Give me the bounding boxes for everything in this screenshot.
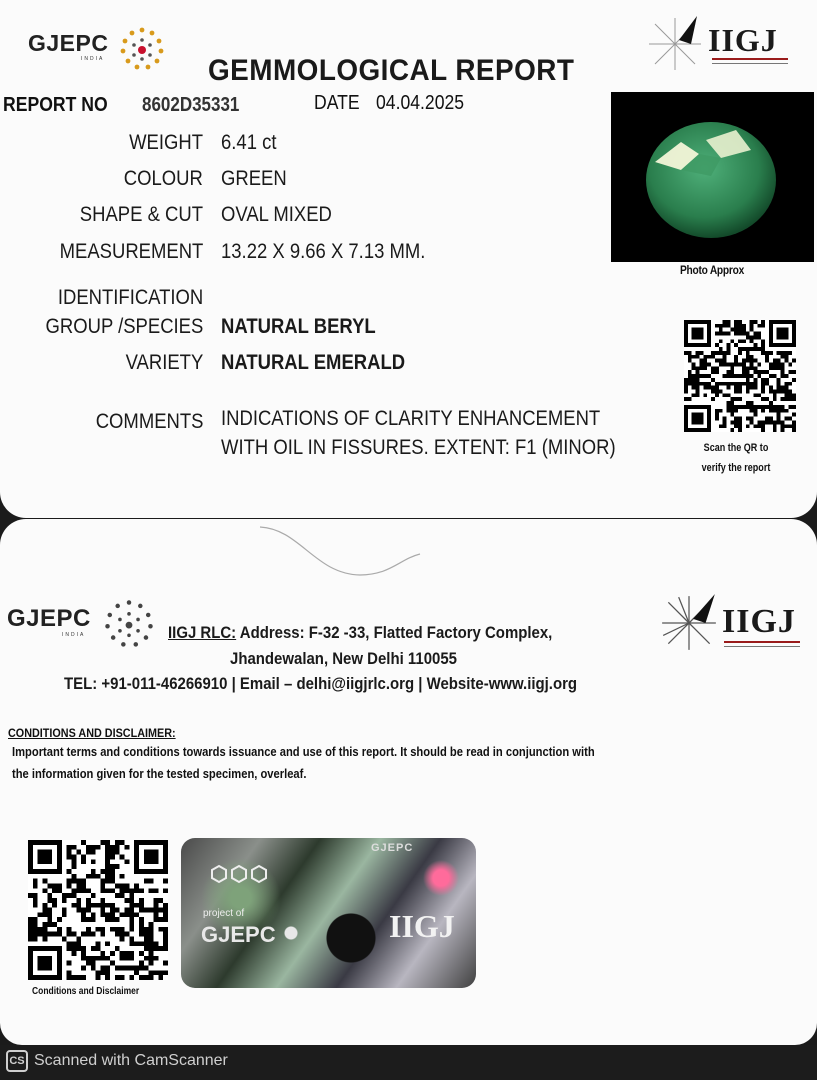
shape-cut-label: SHAPE & CUT — [79, 203, 203, 226]
verify-qr-code[interactable] — [684, 320, 796, 432]
shape-cut-value: OVAL MIXED — [221, 203, 332, 226]
group-species-label: GROUP /SPECIES — [45, 315, 203, 338]
card-fold-line — [0, 519, 817, 589]
gjepc-starburst-icon-back — [103, 598, 155, 650]
address-text: Address: F-32 -33, Flatted Factory Complex, — [239, 623, 553, 642]
conditions-qr-code[interactable] — [28, 840, 168, 980]
photo-caption: Photo Approx — [680, 263, 744, 277]
gjepc-logo — [28, 30, 109, 62]
iigj-underline-back — [724, 641, 800, 643]
report-card-back — [0, 519, 817, 1045]
hologram-gjepc-top: GJEPC — [371, 842, 414, 854]
gem-photo — [611, 92, 814, 262]
iigj-underline — [712, 58, 788, 60]
emerald-image — [611, 92, 814, 262]
weight-label: WEIGHT — [129, 131, 203, 154]
iigj-sparkle-icon — [645, 14, 705, 74]
iigj-subline — [712, 63, 788, 64]
address-line-2: Jhandewalan, New Delhi 110055 — [230, 649, 458, 668]
conditions-qr-caption: Conditions and Disclaimer — [32, 986, 140, 997]
address-label: IIGJ RLC: — [168, 623, 237, 642]
conditions-heading: CONDITIONS AND DISCLAIMER: — [8, 726, 176, 740]
iigj-wordmark: IIGJ — [708, 22, 778, 58]
measurement-value: 13.22 X 9.66 X 7.13 MM. — [221, 240, 426, 263]
variety-value: NATURAL EMERALD — [221, 351, 406, 374]
address-line-1 — [168, 623, 552, 643]
report-title: GEMMOLOGICAL REPORT — [208, 54, 575, 87]
hologram-project-of: project of — [203, 908, 245, 919]
hologram-hex-icons — [211, 864, 271, 884]
camscanner-logo-icon: CS — [6, 1050, 28, 1072]
group-species-value: NATURAL BERYL — [221, 315, 376, 338]
camscanner-text: Scanned with CamScanner — [34, 1052, 228, 1069]
measurement-label: MEASUREMENT — [59, 240, 203, 263]
qr-caption-line-2: verify the report — [701, 462, 771, 474]
report-no-value: 8602D35331 — [142, 94, 240, 116]
report-card-front — [0, 0, 817, 518]
colour-value: GREEN — [221, 167, 287, 190]
comments-label: COMMENTS — [95, 410, 203, 433]
report-no-label: REPORT NO — [3, 94, 108, 116]
identification-label: IDENTIFICATION — [57, 286, 203, 309]
colour-label: COLOUR — [123, 167, 203, 190]
conditions-line-1: Important terms and conditions towards issuance and use of this report. It should be read in conjunction with — [12, 744, 595, 759]
hologram-gjepc: GJEPC — [201, 922, 276, 947]
camscanner-footer — [0, 1045, 817, 1080]
gjepc-wordmark: GJEPC — [28, 30, 109, 56]
comments-line-2: WITH OIL IN FISSURES. EXTENT: F1 (MINOR) — [221, 436, 616, 459]
hologram-iigj: IIGJ — [389, 908, 455, 944]
gjepc-wordmark-back: GJEPC — [7, 605, 91, 632]
comments-line-1: INDICATIONS OF CLARITY ENHANCEMENT — [221, 407, 601, 430]
gjepc-starburst-icon — [119, 26, 165, 72]
qr-caption-line-1: Scan the QR to — [703, 442, 769, 454]
contact-line: TEL: +91-011-46266910 | Email – delhi@iigjrlc.org | Website-www.iigj.org — [64, 674, 578, 693]
gjepc-sub: INDIA — [81, 56, 105, 62]
gjepc-sub-back: INDIA — [62, 632, 86, 638]
iigj-sparkle-icon-back — [658, 592, 720, 654]
conditions-line-2: the information given for the tested specimen, overleaf. — [12, 766, 307, 781]
weight-value: 6.41 ct — [221, 131, 277, 154]
security-hologram — [181, 838, 476, 988]
date-value: 04.04.2025 — [376, 92, 465, 114]
iigj-subline-back — [724, 646, 800, 647]
iigj-wordmark-back: IIGJ — [722, 603, 796, 640]
variety-label: VARIETY — [125, 351, 203, 374]
gjepc-logo-back — [7, 605, 91, 638]
date-label: DATE — [314, 92, 360, 114]
